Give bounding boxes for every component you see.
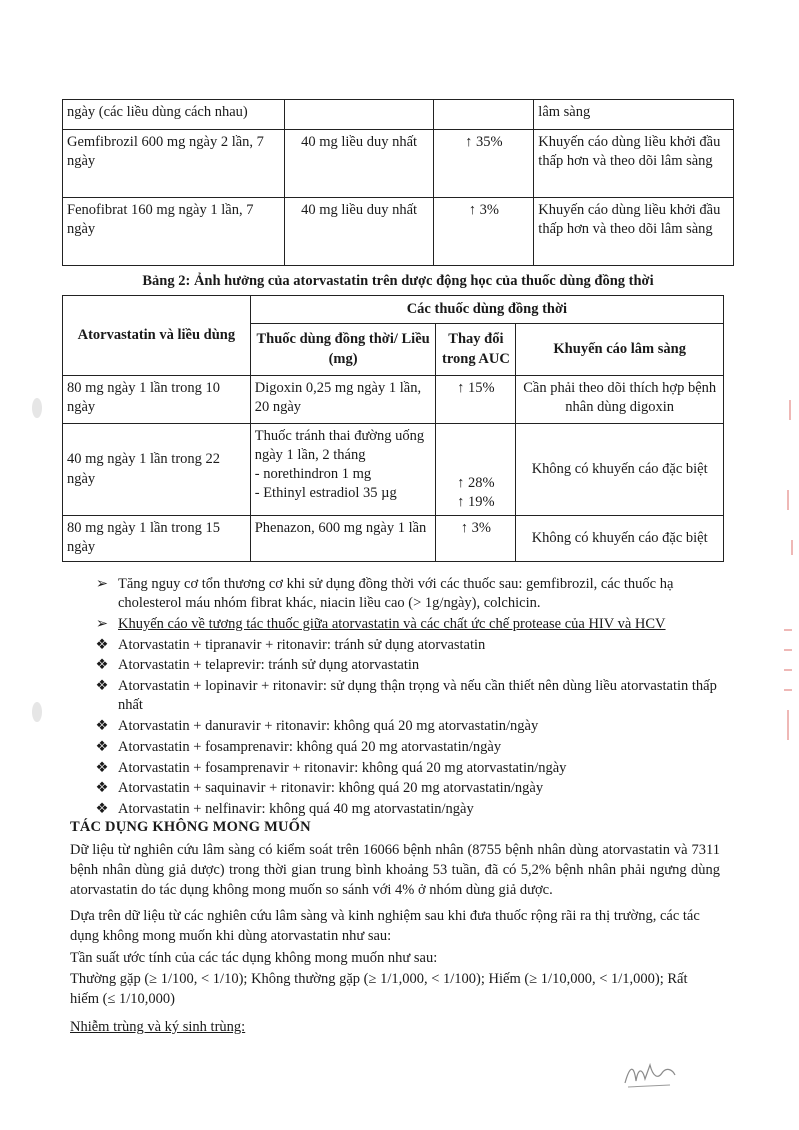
- table-row: [63, 516, 724, 562]
- cell-line: ↑ 28%: [457, 474, 495, 491]
- table-row: [63, 130, 734, 198]
- column-header: Thay đổi trong AUC: [436, 324, 516, 376]
- list-item-text: Atorvastatin + saquinavir + ritonavir: không quá 20 mg atorvastatin/ngày: [118, 780, 544, 797]
- table-cell: Gemfibrozil 600 mg ngày 2 lần, 7 ngày: [63, 130, 285, 198]
- list-item: [92, 717, 732, 736]
- punch-hole-mark-icon: [30, 700, 44, 724]
- list-item-text: Tăng nguy cơ tổn thương cơ khi sử dụng đồng thời với các thuốc sau: gemfibrozil, các thuốc hạ cholesterol máu nhóm fibrat khác, niacin liều cao (> 1g/ngày), colchicin.: [118, 576, 674, 611]
- list-item-text: Atorvastatin + tipranavir + ritonavir: tránh sử dụng atorvastatin: [118, 636, 486, 653]
- table-cell: [436, 424, 516, 516]
- table-cell: lâm sàng: [534, 100, 734, 130]
- table-cell: 40 mg ngày 1 lần trong 22 ngày: [63, 424, 251, 516]
- table-row: [63, 100, 734, 130]
- list-item-text: Atorvastatin + lopinavir + ritonavir: sử dụng thận trọng và nếu cần thiết nên dùng liều atorvastatin thấp nhất: [118, 678, 717, 714]
- table-cell: Khuyến cáo dùng liều khởi đầu thấp hơn và theo dõi lâm sàng: [534, 130, 734, 198]
- column-header: Atorvastatin và liều dùng: [63, 296, 251, 376]
- table-cell: ↑ 3%: [436, 516, 516, 562]
- table-cell: ↑ 15%: [436, 376, 516, 424]
- interaction-table-1: [62, 99, 734, 266]
- section-title: TÁC DỤNG KHÔNG MONG MUỐN: [70, 819, 311, 835]
- table-cell: Không có khuyến cáo đặc biệt: [516, 424, 724, 516]
- red-stamp-edge-icon: [770, 380, 796, 760]
- list-item: [92, 677, 732, 715]
- signature-icon: [620, 1055, 680, 1095]
- table-cell: [434, 100, 534, 130]
- column-header: Thuốc dùng đồng thời/ Liều (mg): [250, 324, 436, 376]
- paragraph: Dựa trên dữ liệu từ các nghiên cứu lâm sàng và kinh nghiệm sau khi đưa thuốc rộng rãi ra thị trường, các tác dụng không mong muốn khi dùng atorvastatin như sau:: [70, 908, 700, 944]
- cell-line: Thuốc tránh thai đường uống ngày 1 lần, 2 tháng: [254, 428, 425, 464]
- diamond-bullet-icon: ❖: [95, 657, 109, 674]
- paragraph: Dữ liệu từ nghiên cứu lâm sàng có kiểm soát trên 16066 bệnh nhân (8755 bệnh nhân dùng atorvastatin và 7311 bệnh nhân dùng giả dược) trong thời gian trung bình khoảng 53 tuần, đã có 5,2% bệnh nhân phải ngưng dùng atorvastatin do tác dụng không mong muốn so sánh với 4% ở nhóm dùng giả dược.: [70, 842, 720, 898]
- table-cell: Khuyến cáo dùng liều khởi đầu thấp hơn và theo dõi lâm sàng: [534, 198, 734, 266]
- list-item-text: Atorvastatin + telaprevir: tránh sử dụng atorvastatin: [118, 657, 420, 674]
- table-cell: ↑ 3%: [434, 198, 534, 266]
- paragraph: Tần suất ước tính của các tác dụng không mong muốn như sau:: [70, 950, 438, 966]
- diamond-bullet-icon: ❖: [95, 678, 109, 695]
- table-cell: 40 mg liều duy nhất: [284, 198, 434, 266]
- list-item: [92, 656, 732, 675]
- table-cell: Digoxin 0,25 mg ngày 1 lần, 20 ngày: [250, 376, 436, 424]
- list-item: [92, 738, 732, 757]
- diamond-bullet-icon: ❖: [95, 801, 109, 818]
- table-cell: Cần phải theo dõi thích hợp bệnh nhân dùng digoxin: [516, 376, 724, 424]
- punch-hole-mark-icon: [30, 396, 44, 420]
- table-cell: 80 mg ngày 1 lần trong 10 ngày: [63, 376, 251, 424]
- interaction-table-2: [62, 295, 724, 562]
- diamond-bullet-icon: ❖: [95, 780, 109, 797]
- list-item: [92, 779, 732, 798]
- list-item-text: Atorvastatin + danuravir + ritonavir: không quá 20 mg atorvastatin/ngày: [118, 717, 539, 734]
- table-cell: 80 mg ngày 1 lần trong 15 ngày: [63, 516, 251, 562]
- table-cell: [250, 424, 436, 516]
- list-item: [92, 615, 732, 634]
- list-item-text: Atorvastatin + fosamprenavir: không quá 20 mg atorvastatin/ngày: [118, 738, 502, 755]
- cell-line: - norethindron 1 mg: [254, 466, 372, 483]
- list-item-text: Khuyến cáo về tương tác thuốc giữa atorvastatin và các chất ức chế protease của HIV và HCV: [118, 615, 666, 632]
- diamond-bullet-icon: ❖: [95, 738, 109, 755]
- column-group-header: Các thuốc dùng đồng thời: [250, 296, 723, 324]
- table-cell: ↑ 35%: [434, 130, 534, 198]
- table-row: [63, 424, 724, 516]
- list-item: [92, 636, 732, 655]
- paragraph-subheading: Nhiễm trùng và ký sinh trùng:: [70, 1019, 246, 1035]
- table-cell: Không có khuyến cáo đặc biệt: [516, 516, 724, 562]
- table-cell: Phenazon, 600 mg ngày 1 lần: [250, 516, 436, 562]
- list-item: [92, 800, 732, 819]
- table-cell: ngày (các liều dùng cách nhau): [63, 100, 285, 130]
- interaction-bullet-list: [92, 575, 732, 821]
- table-header-row: [63, 296, 724, 324]
- table-row: [63, 376, 724, 424]
- column-header: Khuyến cáo lâm sàng: [516, 324, 724, 376]
- diamond-bullet-icon: ❖: [95, 717, 109, 734]
- diamond-bullet-icon: ❖: [95, 636, 109, 653]
- list-item: [92, 759, 732, 778]
- list-item-text: Atorvastatin + nelfinavir: không quá 40 mg atorvastatin/ngày: [118, 801, 474, 818]
- cell-line: - Ethinyl estradiol 35 µg: [254, 485, 397, 502]
- table-row: [63, 198, 734, 266]
- table-cell: Fenofibrat 160 mg ngày 1 lần, 7 ngày: [63, 198, 285, 266]
- diamond-bullet-icon: ❖: [95, 759, 109, 776]
- table-caption: Bảng 2: Ảnh hưởng của atorvastatin trên dược động học của thuốc dùng đồng thời: [142, 273, 654, 289]
- table-cell: [284, 100, 434, 130]
- list-item: [92, 575, 732, 613]
- arrow-bullet-icon: ➢: [95, 615, 109, 632]
- cell-line: ↑ 19%: [457, 493, 495, 510]
- table-cell: 40 mg liều duy nhất: [284, 130, 434, 198]
- arrow-bullet-icon: ➢: [95, 576, 109, 592]
- paragraph: Thường gặp (≥ 1/100, < 1/10); Không thường gặp (≥ 1/1,000, < 1/100); Hiếm (≥ 1/10,000, < 1/1,000); Rất hiếm (≤ 1/10,000): [70, 971, 688, 1007]
- list-item-text: Atorvastatin + fosamprenavir + ritonavir: không quá 20 mg atorvastatin/ngày: [118, 759, 567, 776]
